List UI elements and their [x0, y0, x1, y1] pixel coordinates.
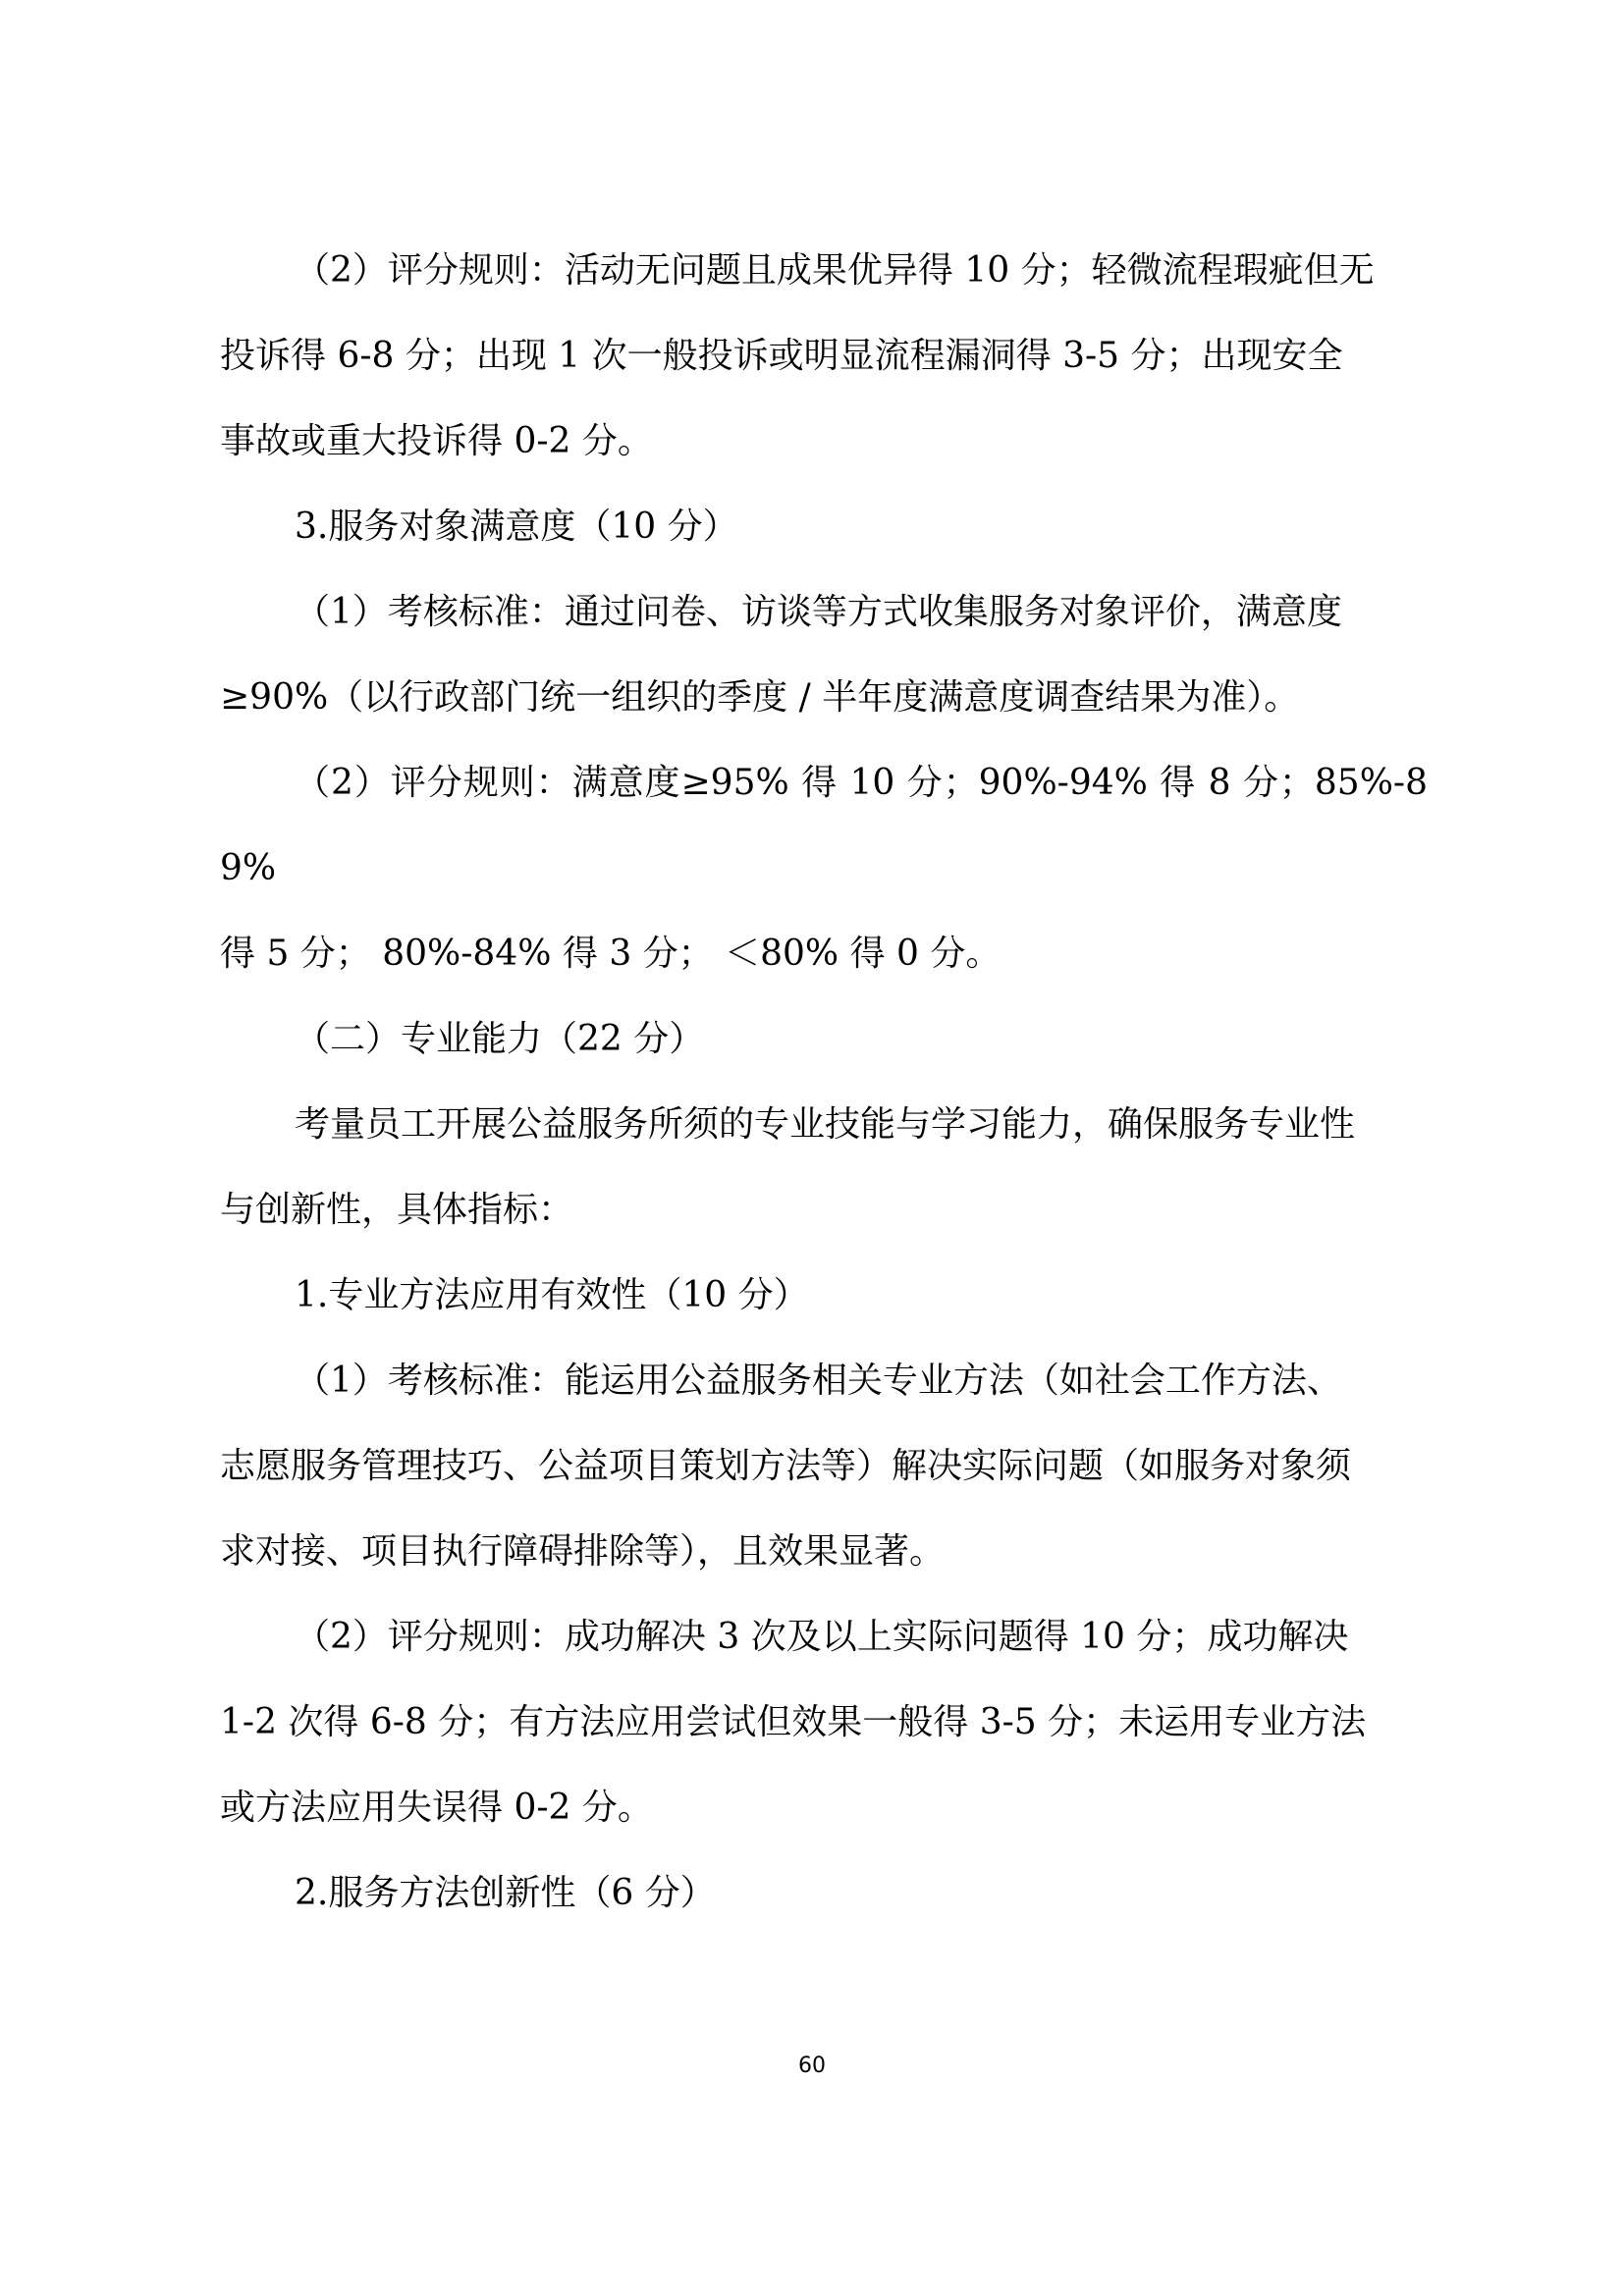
page-number: 60 — [798, 2054, 826, 2078]
paragraph-professional-ability-intro — [220, 1082, 1428, 1253]
text-line: 3.服务对象满意度（10 分） — [295, 507, 738, 547]
text-line: 得 5 分； 80%-84% 得 3 分； ＜80% 得 0 分。 — [220, 934, 1001, 974]
heading-method-innovation — [220, 1850, 1428, 1936]
text-line: 与创新性，具体指标： — [220, 1190, 574, 1230]
text-line: （1）考核标准：通过问卷、访谈等方式收集服务对象评价，满意度 — [295, 592, 1342, 632]
text-line: ≥90%（以行政部门统一组织的季度 / 半年度满意度调查结果为准）。 — [220, 677, 1300, 718]
text-line: 志愿服务管理技巧、公益项目策划方法等）解决实际问题（如服务对象须 — [220, 1446, 1352, 1486]
text-line: 考量员工开展公益服务所须的专业技能与学习能力，确保服务专业性 — [295, 1104, 1356, 1145]
paragraph-scoring-rules-activity — [220, 228, 1428, 484]
paragraph-assessment-standard-satisfaction — [220, 569, 1428, 740]
text-line: 投诉得 6-8 分；出现 1 次一般投诉或明显流程漏洞得 3-5 分；出现安全 — [220, 336, 1343, 376]
text-line: 2.服务方法创新性（6 分） — [295, 1873, 716, 1913]
document-body — [220, 228, 1428, 1936]
text-line: 事故或重大投诉得 0-2 分。 — [220, 421, 653, 461]
text-line: （二）专业能力（22 分） — [295, 1019, 705, 1059]
paragraph-assessment-standard-method — [220, 1338, 1428, 1594]
heading-service-satisfaction — [220, 484, 1428, 569]
text-line: （2）评分规则：成功解决 3 次及以上实际问题得 10 分；成功解决 — [295, 1617, 1349, 1657]
heading-professional-ability — [220, 996, 1428, 1082]
heading-method-effectiveness — [220, 1253, 1428, 1338]
text-line: （2）评分规则：满意度≥95% 得 10 分；90%-94% 得 8 分；85%-89% — [220, 763, 1428, 888]
text-line: 或方法应用失误得 0-2 分。 — [220, 1788, 653, 1828]
paragraph-scoring-rules-method — [220, 1594, 1428, 1850]
text-line: （2）评分规则：活动无问题且成果优异得 10 分；轻微流程瑕疵但无 — [295, 250, 1375, 291]
text-line: 1-2 次得 6-8 分；有方法应用尝试但效果一般得 3-5 分；未运用专业方法 — [220, 1702, 1367, 1742]
text-line: （1）考核标准：能运用公益服务相关专业方法（如社会工作方法、 — [295, 1361, 1342, 1401]
text-line: 求对接、项目执行障碍排除等），且效果显著。 — [220, 1531, 946, 1572]
text-line: 1.专业方法应用有效性（10 分） — [295, 1275, 809, 1315]
paragraph-scoring-rules-satisfaction — [220, 740, 1428, 996]
